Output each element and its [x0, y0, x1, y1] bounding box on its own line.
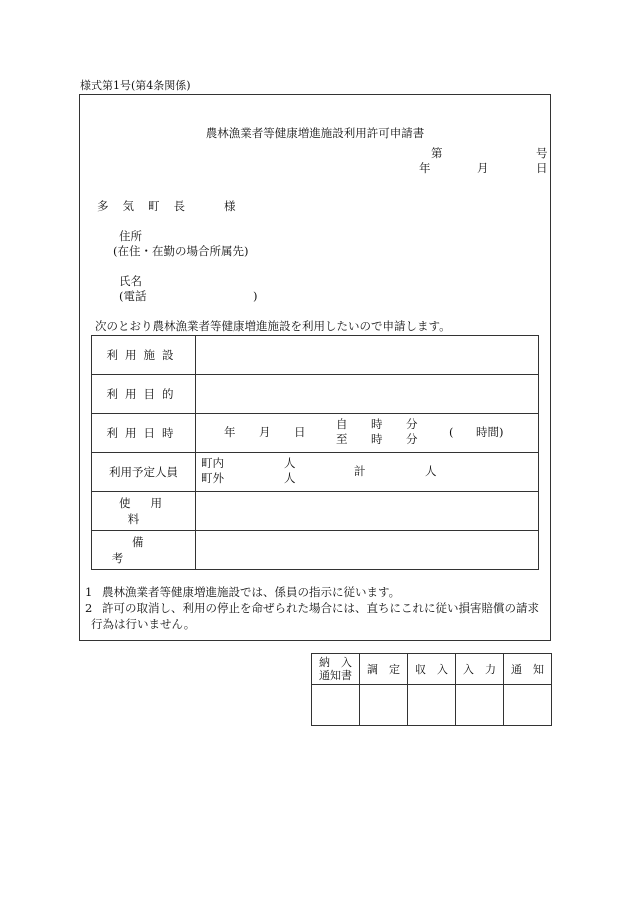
name-label: 氏名	[119, 274, 142, 288]
facility-field[interactable]	[196, 336, 539, 375]
notify-stamp-cell[interactable]	[504, 685, 552, 726]
notice-stamp-cell[interactable]	[312, 685, 360, 726]
table-row	[92, 453, 539, 492]
phone-close: )	[253, 289, 258, 303]
addressee-honorific: 様	[224, 199, 236, 213]
form-number: 様式第1号(第4条関係)	[80, 79, 191, 92]
note-number: 1	[85, 585, 93, 599]
table-row	[92, 492, 539, 531]
datetime-field[interactable]: 年 月 日 自 時 分 至 時 分 ( 時間)	[196, 414, 539, 453]
table-row	[92, 414, 539, 453]
date-month: 月	[477, 161, 489, 175]
fee-field[interactable]	[196, 492, 539, 531]
notify-header: 通 知	[504, 654, 552, 685]
note-number: 2	[85, 601, 93, 615]
remarks-field[interactable]	[196, 531, 539, 570]
table-row	[312, 685, 552, 726]
application-table	[91, 335, 539, 570]
address-note: (在住・在勤の場合所属先)	[113, 244, 249, 258]
date-year: 年	[419, 161, 431, 175]
phone-label: (電話	[119, 289, 147, 303]
office-use-table	[311, 653, 552, 726]
facility-label: 利用施設	[92, 336, 196, 375]
note-text-continued: 行為は行いません。	[91, 617, 196, 631]
adjust-stamp-cell[interactable]	[360, 685, 408, 726]
table-row	[92, 531, 539, 570]
addressee: 多気町長	[97, 199, 199, 213]
note-text: 許可の取消し、利用の停止を命ぜられた場合には、直ちにこれに従い損害賠償の請求	[102, 601, 539, 615]
input-header: 入 力	[456, 654, 504, 685]
intro-text: 次のとおり農林漁業者等健康増進施設を利用したいので申請します。	[95, 319, 451, 333]
table-row	[312, 654, 552, 685]
notice-header: 納 入 通知書	[312, 654, 360, 685]
people-field[interactable]: 町内 人 町外 人 計 人	[196, 453, 539, 492]
date-day: 日	[536, 161, 548, 175]
input-stamp-cell[interactable]	[456, 685, 504, 726]
receipt-stamp-cell[interactable]	[408, 685, 456, 726]
purpose-field[interactable]	[196, 375, 539, 414]
datetime-label: 利用日時	[92, 414, 196, 453]
receipt-header: 収 入	[408, 654, 456, 685]
purpose-label: 利用目的	[92, 375, 196, 414]
form-title: 農林漁業者等健康増進施設利用許可申請書	[205, 126, 425, 140]
number-prefix: 第	[431, 146, 443, 160]
note-text: 農林漁業者等健康増進施設では、係員の指示に従います。	[102, 585, 401, 599]
table-row	[92, 375, 539, 414]
adjust-header: 調 定	[360, 654, 408, 685]
remarks-label: 備考	[92, 531, 196, 570]
number-suffix: 号	[536, 146, 548, 160]
people-label: 利用予定人員	[92, 453, 196, 492]
fee-label: 使用料	[92, 492, 196, 531]
table-row	[92, 336, 539, 375]
address-label: 住所	[119, 229, 142, 243]
